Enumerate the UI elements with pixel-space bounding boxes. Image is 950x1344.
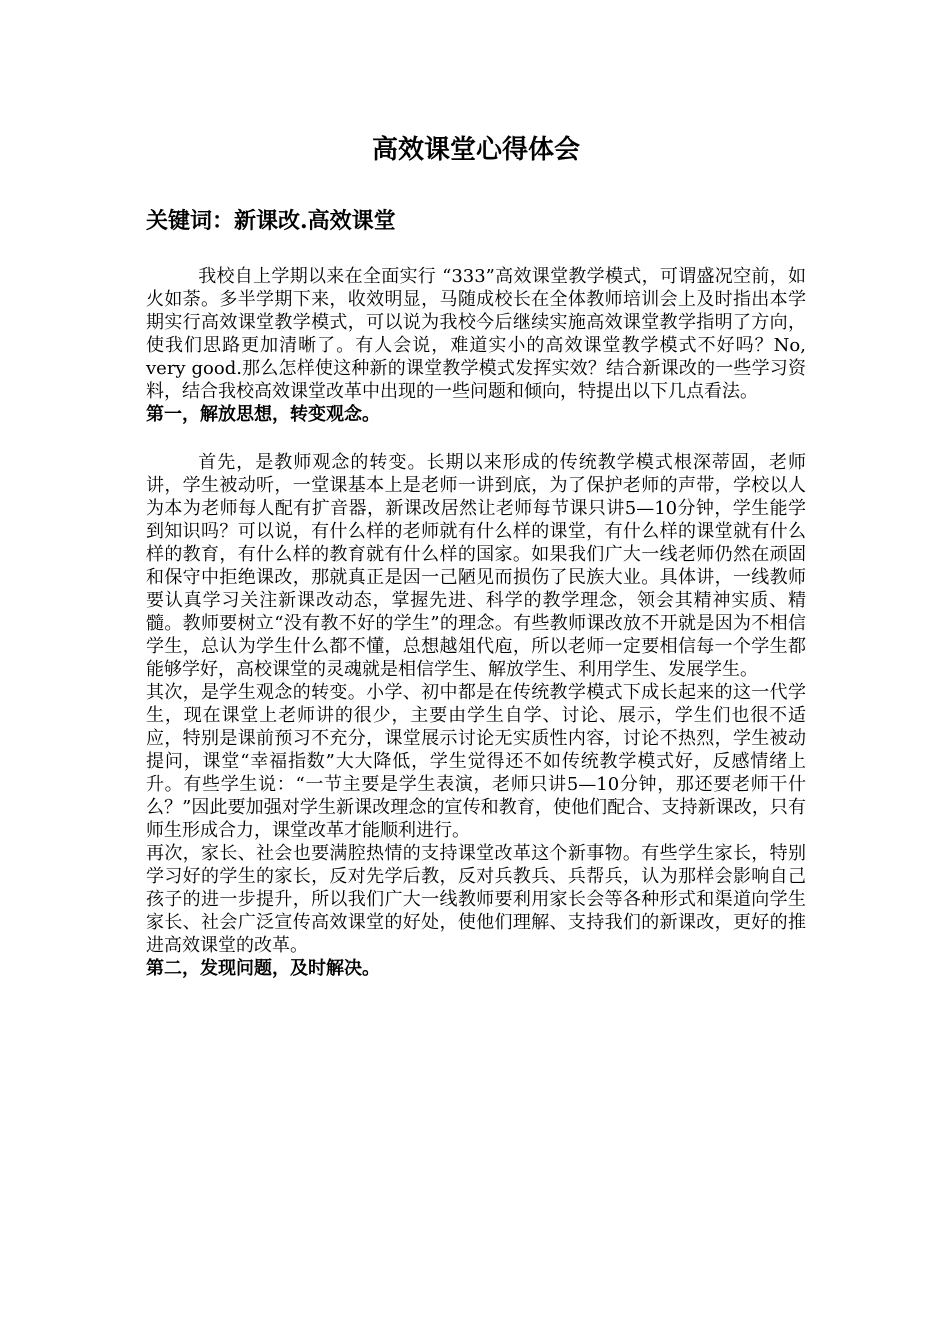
student-concept-paragraph: 其次，是学生观念的转变。小学、初中都是在传统教学模式下成长起来的这一代学生，现在课堂上老师讲的很少，主要由学生自学、讨论、展示，学生们也很不适应，特别是课前预习不充分，课堂展示讨论无实质性内容，讨论不热烈，学生被动提问，课堂“幸福指数”大大降低，学生觉得还不如传统教学模式好，反感情绪上升。有些学生说：“一节主要是学生表演，老师只讲5—10分钟，那还要老师干什么？”因此要加强对学生新课改理念的宣传和教育，使他们配合、支持新课改，只有师生形成合力，课堂改革才能顺利进行。: [146, 682, 806, 841]
teacher-concept-paragraph: 首先，是教师观念的转变。长期以来形成的传统教学模式根深蒂固，老师讲，学生被动听，一堂课基本上是老师一讲到底，为了保护老师的声带，学校以人为本为老师每人配有扩音器，新课改居然让老师每节课只讲5—10分钟，学生能学到知识吗？可以说，有什么样的老师就有什么样的课堂，有什么样的课堂就有什么样的教育，有什么样的教育就有什么样的国家。如果我们广大一线老师仍然在顽固和保守中拒绝课改，那就真正是因一己陋见而损伤了民族大业。具体讲，一线教师要认真学习关注新课改动态，掌握先进、科学的教学理念，领会其精神实质、精髓。教师要树立“没有教不好的学生”的理念。有些教师课改放不开就是因为不相信学生，总认为学生什么都不懂，总想越俎代庖，所以老师一定要相信每一个学生都能够学好，高校课堂的灵魂就是相信学生、解放学生、利用学生、发展学生。: [146, 452, 806, 680]
document-title: 高效课堂心得体会: [371, 135, 580, 165]
section-heading-2: 第二，发现问题，及时解决。: [146, 958, 380, 979]
paragraph-spacer: [146, 427, 806, 451]
keywords-line: 关键词：新课改.高效课堂: [146, 208, 396, 234]
parent-society-paragraph: 再次，家长、社会也要满腔热情的支持课堂改革这个新事物。有些学生家长，特别学习好的学生的家长，反对先学后教，反对兵教兵、兵帮兵，认为那样会影响自己孩子的进一步提升，所以我们广大一线教师要利用家长会等各种形式和渠道向学生家长、社会广泛宣传高效课堂的好处，使他们理解、支持我们的新课改，更好的推进高效课堂的改革。: [146, 843, 806, 956]
document-body: [146, 265, 806, 981]
intro-paragraph: 我校自上学期以来在全面实行 “333”高效课堂教学模式，可谓盛况空前，如火如荼。多半学期下来，收效明显，马随成校长在全体教师培训会上及时指出本学期实行高效课堂教学模式，可以说为我校今后继续实施高效课堂教学指明了方向，使我们思路更加清晰了。有人会说，难道实小的高效课堂教学模式不好吗？No, very good.那么怎样使这种新的课堂教学模式发挥实效？结合新课改的一些学习资料，结合我校高效课堂改革中出现的一些问题和倾向，特提出以下几点看法。: [146, 266, 806, 402]
section-heading-1: 第一，解放思想，转变观念。: [146, 404, 380, 425]
